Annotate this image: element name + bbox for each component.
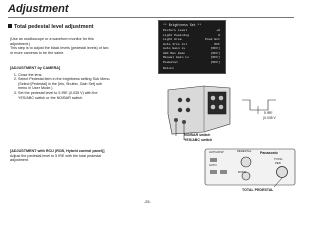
header-divider [8, 17, 294, 18]
menu-value: [OFF] [210, 59, 220, 64]
panel-button[interactable] [220, 170, 227, 174]
intro-line: adjustment.) [10, 41, 31, 46]
panel-auto-label: AUTO [209, 163, 217, 167]
waveform-level-diagram [240, 96, 280, 118]
total-pedestal-knob[interactable] [277, 167, 288, 178]
switch-icon[interactable] [186, 98, 190, 102]
panel-button[interactable] [210, 170, 217, 174]
menu-row [163, 60, 220, 64]
panel-auto-white-label: AUTO/ATW [209, 150, 224, 154]
waveform-trace [242, 100, 276, 110]
menu-row [163, 51, 220, 55]
switch-icon[interactable] [186, 108, 190, 112]
step-text: menu in User Mode.) [18, 86, 53, 91]
menu-label: Auto Gain Lv [163, 46, 186, 50]
rcu-adjustment [10, 149, 104, 163]
no-bar-switch[interactable] [174, 118, 178, 122]
step-item [18, 77, 110, 91]
menu-row [163, 28, 220, 32]
panel-total-label: TOTAL [274, 157, 283, 161]
menu-label: Pedestal [163, 59, 178, 64]
menu-label: AGC Max Gain [163, 50, 186, 55]
panel-mode-label: MODE [238, 170, 247, 174]
level-value: 5 IRE [264, 111, 273, 115]
intro-line: This step is to adjust the black levels (pedestal levels) of two [10, 46, 109, 51]
menu-value: OFF [214, 41, 220, 46]
level-volts: (0.035 V [263, 116, 276, 120]
total-pedestal-label: TOTAL PEDESTAL [242, 188, 274, 192]
menu-row [163, 55, 220, 59]
step-text: (Select [Pedestal] in the [Iris, Shutter, Gain Set] sub [18, 81, 103, 86]
step-text: Select Pedestal item in the brightness setting Sub Menu. [18, 77, 111, 82]
menu-label: Light Peak/Avg [163, 32, 189, 37]
camera-adjustment [10, 66, 110, 100]
section-intro [10, 37, 109, 55]
switch-icon[interactable] [178, 108, 182, 112]
rcu-adjustment-heading: [ADJUSTMENT with RCU (RCB, Hybrid control panel)] [10, 149, 105, 153]
connector-icon [210, 104, 215, 109]
step-item [18, 91, 110, 100]
switch-icon[interactable] [178, 98, 182, 102]
bullet-square-icon [8, 24, 12, 28]
camera-adjustment-heading: [ADJUSTMENT by CAMERA] [10, 66, 61, 70]
connector-block [208, 92, 226, 114]
page-number: -25- [144, 200, 151, 204]
panel-button[interactable] [210, 158, 217, 162]
brightness-menu-screen [158, 20, 226, 74]
pedestal-knob[interactable] [241, 157, 251, 167]
step-text: YES/ABC switch or the NO/BAR switch. [18, 95, 84, 100]
intro-line: or more cameras to be the same. [10, 50, 65, 55]
menu-row [163, 46, 220, 50]
page-title: Adjustment [8, 3, 69, 15]
panel-ped-label: PED [275, 161, 281, 165]
section-heading [8, 24, 94, 30]
yes-abc-switch[interactable] [182, 120, 186, 124]
no-bar-switch-label: NO/BAR switch [184, 133, 211, 137]
connector-icon [218, 104, 223, 109]
menu-title: ** Brightness Set ** [163, 23, 202, 27]
remote-control-panel [204, 148, 296, 188]
menu-value: [OFF] [210, 50, 220, 55]
connector-icon [218, 95, 223, 100]
intro-line: (Use an oscilloscope or a waveform monitor for this [10, 37, 94, 41]
rcu-line: Adjust the pedestal level to 5 IRE with the total pedestal [10, 153, 102, 158]
section-title: Total pedestal level adjustment [14, 24, 94, 30]
menu-row [163, 37, 220, 41]
panel-pedestal-label: PEDESTAL [237, 149, 252, 153]
menu-row [163, 33, 220, 37]
menu-row [163, 42, 220, 46]
rcu-line: adjustment. [10, 158, 30, 163]
menu-label: Light Area [163, 37, 182, 41]
menu-label: Picture Level [163, 28, 188, 32]
menu-label: Manual Gain Lv [163, 55, 189, 59]
menu-label: Auto Iris Lvl [163, 41, 188, 46]
menu-value: Peak Ent [205, 37, 220, 41]
connector-icon [210, 95, 215, 100]
yes-abc-switch-label: YES/ABC switch [184, 138, 213, 142]
menu-value: 0 [218, 32, 220, 37]
panel-brand: Panasonic [260, 151, 278, 155]
menu-return: Return [163, 66, 175, 70]
menu-value: +0 [216, 28, 220, 32]
menu-value: [OFF] [210, 55, 220, 59]
step-text: Set the pedestal level to 5 IRE (0.035 V) with the [18, 90, 98, 95]
step-text: Close the lens. [18, 72, 43, 77]
menu-value: [OFF] [210, 46, 220, 50]
camera-steps [10, 73, 110, 101]
